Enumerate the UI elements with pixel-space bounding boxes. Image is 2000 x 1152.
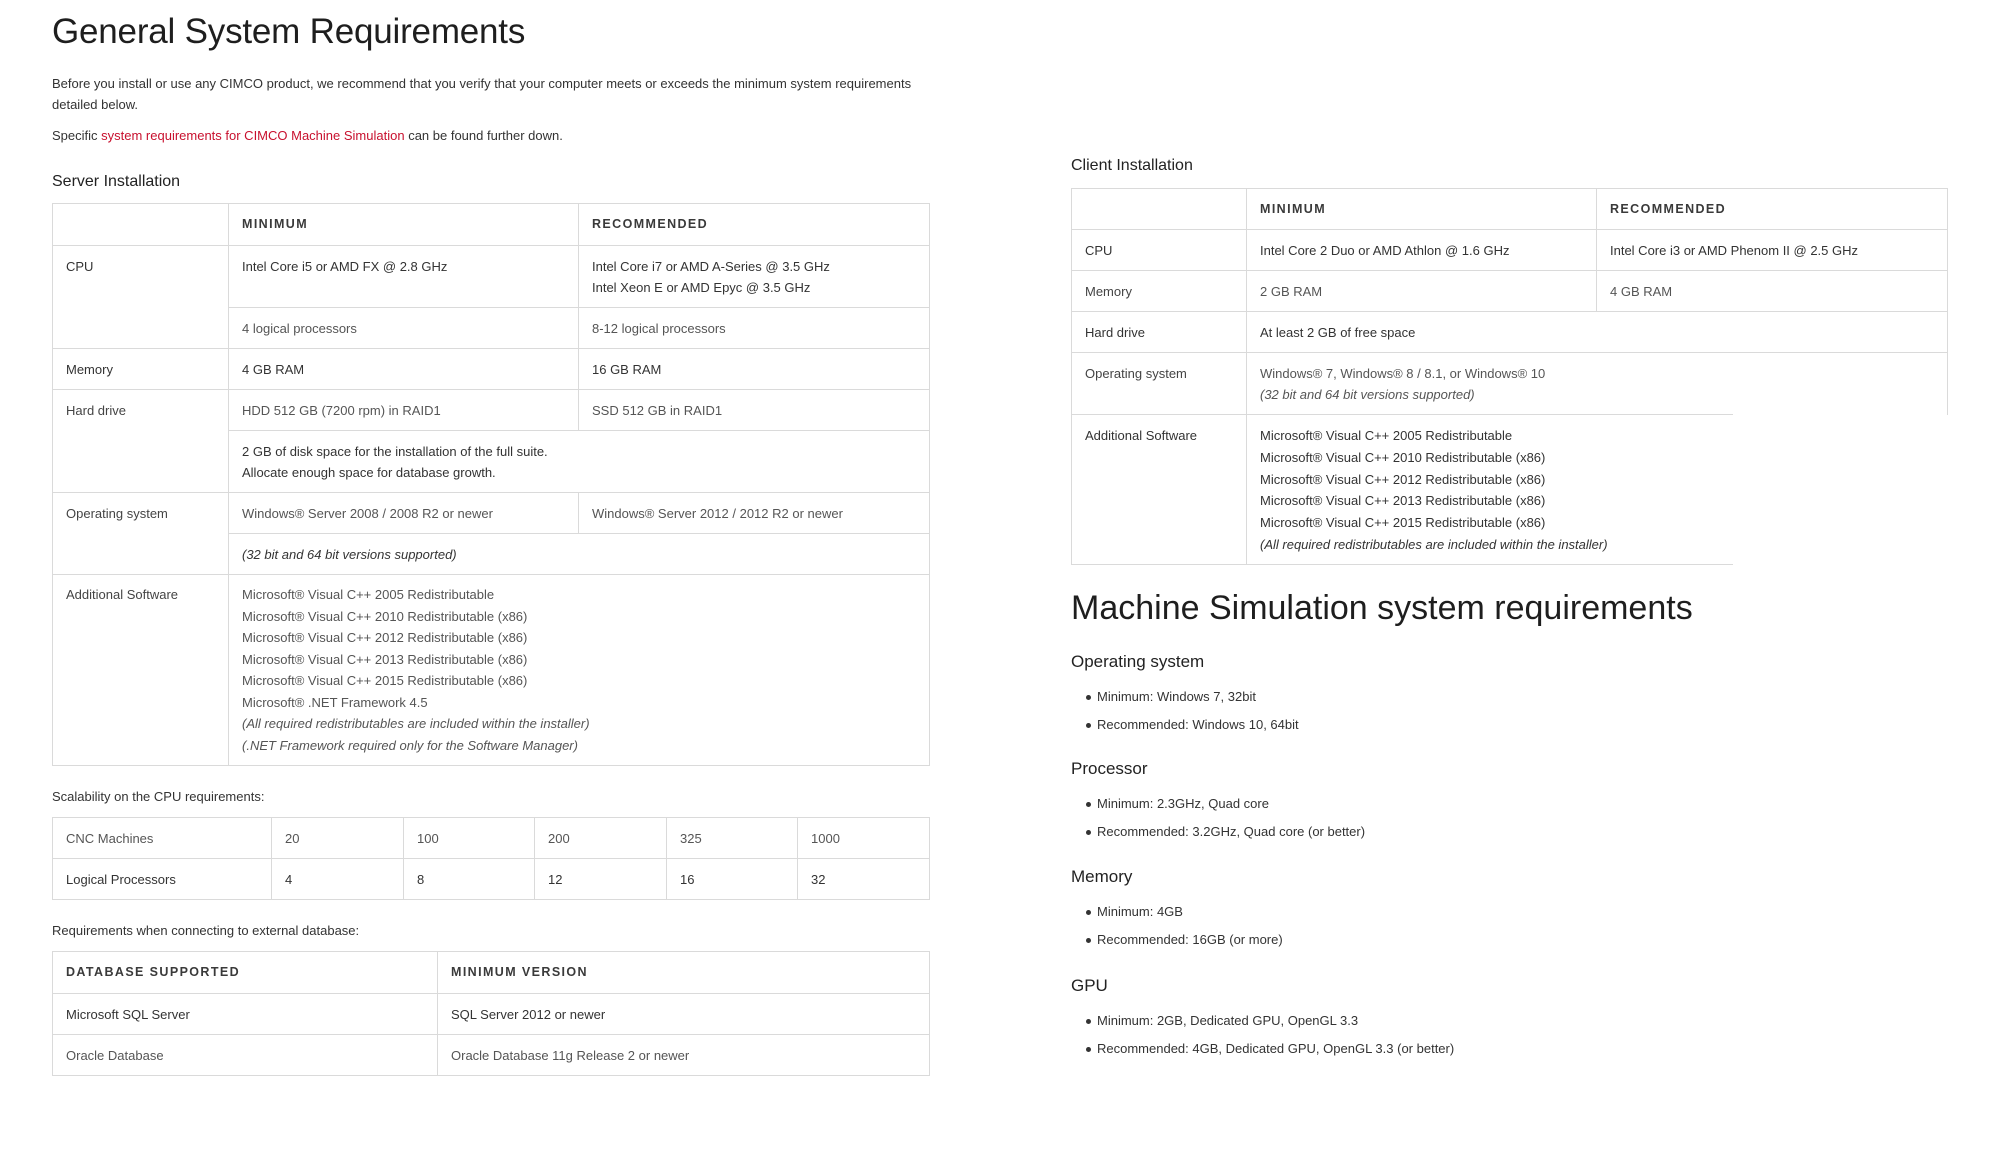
requirement-list <box>1071 1007 1454 1063</box>
row-label-cpu: CPU <box>1072 230 1247 271</box>
client-installation-heading: Client Installation <box>1071 157 1193 174</box>
hard-drive-recommended: SSD 512 GB in RAID1 <box>579 390 930 431</box>
row-label-memory: Memory <box>1072 271 1247 312</box>
bullet-icon <box>1086 1047 1091 1052</box>
os-recommended: Windows® Server 2012 / 2012 R2 or newer <box>579 493 930 534</box>
cpu-minimum-threads: 4 logical processors <box>229 308 579 349</box>
section-heading: GPU <box>1071 976 1108 995</box>
os-minimum: Windows® Server 2008 / 2008 R2 or newer <box>229 493 579 534</box>
requirement-list <box>1071 790 1365 846</box>
reference-suffix: can be found further down. <box>404 128 563 143</box>
column-header-recommended: RECOMMENDED <box>579 204 930 246</box>
hard-drive-note <box>229 431 930 493</box>
software-item: Microsoft® Visual C++ 2012 Redistributable (x86) <box>1260 471 1546 487</box>
software-item: Microsoft® Visual C++ 2010 Redistributable (x86) <box>1260 449 1546 465</box>
software-note: (.NET Framework required only for the Software Manager) <box>242 737 578 753</box>
database-table <box>52 951 930 1076</box>
os-value-line: Windows® 7, Windows® 8 / 8.1, or Windows® 10 <box>1260 366 1546 381</box>
software-item: Microsoft® Visual C++ 2005 Redistributable <box>1260 428 1513 443</box>
scalability-cell: 1000 <box>798 818 930 859</box>
row-label-memory: Memory <box>53 349 229 390</box>
database-version: Oracle Database 11g Release 2 or newer <box>438 1035 930 1076</box>
list-item-text: Minimum: 2GB, Dedicated GPU, OpenGL 3.3 <box>1097 1013 1359 1028</box>
memory-minimum: 2 GB RAM <box>1247 271 1597 312</box>
list-item <box>1071 790 1365 818</box>
additional-software-list <box>1247 415 1733 565</box>
table-header-row <box>1072 189 1948 230</box>
software-item: Microsoft® Visual C++ 2013 Redistributable (x86) <box>1260 493 1546 509</box>
cpu-recommended: Intel Core i3 or AMD Phenom II @ 2.5 GHz <box>1597 230 1948 271</box>
table-row <box>53 575 930 766</box>
database-name: Oracle Database <box>53 1035 438 1076</box>
table-row <box>53 390 930 431</box>
hard-drive-note-line: Allocate enough space for database growth. <box>242 465 496 480</box>
client-software-table <box>1071 414 1733 565</box>
list-item <box>1071 1035 1454 1063</box>
software-item: Microsoft® Visual C++ 2010 Redistributable (x86) <box>242 608 528 624</box>
scalability-cell: 8 <box>404 859 535 900</box>
requirement-list <box>1071 898 1283 954</box>
table-row <box>53 818 930 859</box>
requirement-list <box>1071 683 1299 739</box>
software-note: (All required redistributables are included within the installer) <box>242 716 590 731</box>
table-row <box>1072 415 1733 565</box>
row-label-operating-system: Operating system <box>53 493 229 575</box>
scalability-cell: 4 <box>272 859 404 900</box>
table-row <box>1072 271 1948 312</box>
machine-sim-section-memory <box>1071 866 1283 954</box>
table-row <box>1072 312 1948 353</box>
cpu-recommended-line: Intel Xeon E or AMD Epyc @ 3.5 GHz <box>592 280 811 295</box>
cpu-minimum: Intel Core 2 Duo or AMD Athlon @ 1.6 GHz <box>1247 230 1597 271</box>
scalability-cell: 12 <box>535 859 667 900</box>
list-item <box>1071 926 1283 954</box>
row-label-operating-system: Operating system <box>1072 353 1247 415</box>
scalability-cell: 32 <box>798 859 930 900</box>
table-header-row <box>53 952 930 994</box>
list-item-text: Minimum: 4GB <box>1097 904 1183 919</box>
scalability-cell: 100 <box>404 818 535 859</box>
hard-drive-value: At least 2 GB of free space <box>1247 312 1948 353</box>
list-item-text: Minimum: Windows 7, 32bit <box>1097 689 1256 704</box>
section-heading: Processor <box>1071 759 1148 778</box>
bullet-icon <box>1086 723 1091 728</box>
scalability-cell: 16 <box>667 859 798 900</box>
table-row <box>53 1035 930 1076</box>
table-row <box>1072 230 1948 271</box>
table-header-empty <box>1072 189 1247 230</box>
os-note: (32 bit and 64 bit versions supported) <box>1260 387 1475 402</box>
bullet-icon <box>1086 695 1091 700</box>
machine-sim-title: Machine Simulation system requirements <box>1071 589 1693 627</box>
section-heading: Memory <box>1071 867 1133 886</box>
column-header-minimum: MINIMUM <box>229 204 579 246</box>
hard-drive-note-line: 2 GB of disk space for the installation of the full suite. <box>242 444 548 459</box>
column-header-minimum-version: MINIMUM VERSION <box>438 952 930 994</box>
page-title: General System Requirements <box>52 12 526 51</box>
bullet-icon <box>1086 938 1091 943</box>
table-row <box>53 994 930 1035</box>
scalability-cell: 20 <box>272 818 404 859</box>
database-name: Microsoft SQL Server <box>53 994 438 1035</box>
memory-minimum: 4 GB RAM <box>229 349 579 390</box>
scalability-cell: 200 <box>535 818 667 859</box>
database-heading: Requirements when connecting to external database: <box>52 923 360 938</box>
table-row <box>53 349 930 390</box>
list-item <box>1071 683 1299 711</box>
machine-sim-section-gpu <box>1071 975 1454 1063</box>
list-item-text: Recommended: Windows 10, 64bit <box>1097 717 1299 732</box>
list-item <box>1071 898 1283 926</box>
bullet-icon <box>1086 910 1091 915</box>
database-version: SQL Server 2012 or newer <box>438 994 930 1035</box>
column-header-minimum: MINIMUM <box>1247 189 1597 230</box>
table-row <box>1072 353 1948 415</box>
bullet-icon <box>1086 1019 1091 1024</box>
list-item-text: Recommended: 16GB (or more) <box>1097 932 1283 947</box>
software-item: Microsoft® Visual C++ 2012 Redistributable (x86) <box>242 630 528 645</box>
machine-sim-reference <box>52 125 957 146</box>
scalability-heading: Scalability on the CPU requirements: <box>52 789 265 804</box>
list-item <box>1071 1007 1454 1035</box>
table-header-row <box>53 204 930 246</box>
software-item: Microsoft® Visual C++ 2005 Redistributable <box>242 587 495 602</box>
additional-software-list <box>229 575 930 766</box>
client-requirements-table <box>1071 188 1948 415</box>
server-requirements-table <box>52 203 930 766</box>
section-heading: Operating system <box>1071 652 1205 671</box>
bullet-icon <box>1086 802 1091 807</box>
row-label-cpu: CPU <box>53 246 229 349</box>
column-header-database: DATABASE SUPPORTED <box>53 952 438 994</box>
scalability-row-label: Logical Processors <box>53 859 272 900</box>
table-row <box>53 246 930 308</box>
cpu-recommended <box>579 246 930 308</box>
os-value <box>1247 353 1948 415</box>
intro-paragraph: Before you install or use any CIMCO product, we recommend that you verify that your computer meets or exceeds the minimum system requirements detailed below. <box>52 76 912 112</box>
reference-prefix: Specific <box>52 128 102 143</box>
memory-recommended: 4 GB RAM <box>1597 271 1948 312</box>
list-item <box>1071 818 1365 846</box>
hard-drive-minimum: HDD 512 GB (7200 rpm) in RAID1 <box>229 390 579 431</box>
table-row <box>53 493 930 534</box>
table-header-empty <box>53 204 229 246</box>
scalability-row-label: CNC Machines <box>53 818 272 859</box>
table-row <box>53 859 930 900</box>
column-header-recommended: RECOMMENDED <box>1597 189 1948 230</box>
software-item: Microsoft® Visual C++ 2015 Redistributable (x86) <box>242 673 528 688</box>
row-label-hard-drive: Hard drive <box>53 390 229 493</box>
cpu-recommended-line: Intel Core i7 or AMD A-Series @ 3.5 GHz <box>592 259 830 274</box>
software-item: Microsoft® Visual C++ 2015 Redistributable (x86) <box>1260 515 1546 531</box>
software-note: (All required redistributables are included within the installer) <box>1260 536 1608 552</box>
list-item-text: Recommended: 4GB, Dedicated GPU, OpenGL 3.3 (or better) <box>1097 1041 1455 1056</box>
list-item-text: Recommended: 3.2GHz, Quad core (or better) <box>1097 824 1366 839</box>
software-item: Microsoft® .NET Framework 4.5 <box>242 694 428 710</box>
os-note: (32 bit and 64 bit versions supported) <box>229 534 930 575</box>
server-installation-heading: Server Installation <box>52 173 181 190</box>
software-item: Microsoft® Visual C++ 2013 Redistributable (x86) <box>242 651 528 667</box>
list-item <box>1071 711 1299 739</box>
scalability-cell: 325 <box>667 818 798 859</box>
row-label-hard-drive: Hard drive <box>1072 312 1247 353</box>
scalability-table <box>52 817 930 900</box>
row-label-additional-software: Additional Software <box>53 575 229 766</box>
memory-recommended: 16 GB RAM <box>579 349 930 390</box>
machine-sim-section-processor <box>1071 758 1365 846</box>
cpu-minimum: Intel Core i5 or AMD FX @ 2.8 GHz <box>229 246 579 308</box>
list-item-text: Minimum: 2.3GHz, Quad core <box>1097 796 1269 811</box>
cpu-recommended-threads: 8-12 logical processors <box>579 308 930 349</box>
machine-sim-section-os <box>1071 651 1299 739</box>
row-label-additional-software: Additional Software <box>1072 415 1247 565</box>
machine-sim-requirements-link[interactable]: system requirements for CIMCO Machine Simulation <box>101 128 405 143</box>
bullet-icon <box>1086 830 1091 835</box>
